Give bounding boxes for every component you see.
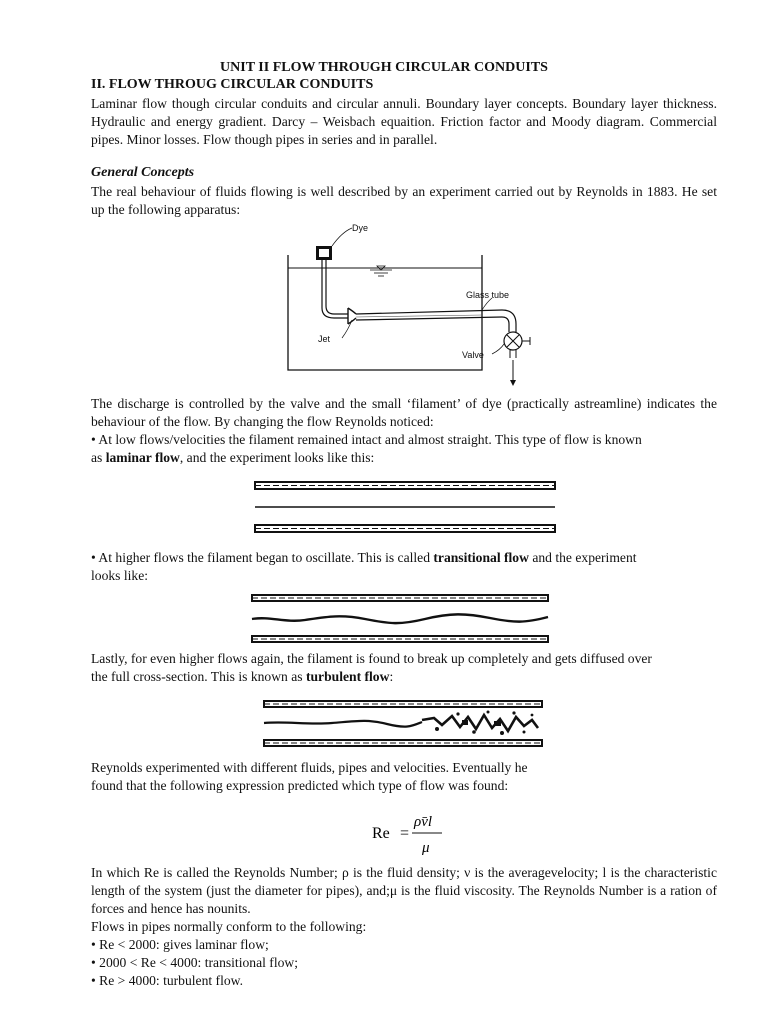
laminar-line-1: • At low flows/velocities the filament remained intact and almost straight. This type of flow is known bbox=[91, 432, 642, 447]
reynolds-apparatus-figure bbox=[282, 220, 542, 390]
transitional-line-1 bbox=[91, 549, 717, 567]
dye-label: Dye bbox=[352, 223, 369, 233]
glass-tube-label: Glass tube bbox=[466, 290, 510, 300]
formula-numerator: ρv̄l bbox=[414, 814, 433, 830]
transitional-flow-figure bbox=[250, 592, 550, 646]
general-concepts-heading: General Concepts bbox=[91, 165, 195, 180]
laminar-post: , and the experiment looks like this: bbox=[179, 450, 375, 465]
turbulent-pre: the full cross-section. This is known as bbox=[91, 669, 306, 684]
valve-label: Valve bbox=[462, 350, 484, 360]
section-heading: II. FLOW THROUG CIRCULAR CONDUITS bbox=[91, 77, 374, 92]
turbulent-line-2 bbox=[91, 668, 717, 686]
definitions-paragraph: In which Re is called the Reynolds Number; ρ is the fluid density; ν is the averagevelocity; l is the characteristic length of the system (just the diameter for pipes), and;μ is the fluid viscosity. The Reynolds Number is a ration of forces and hence has nounits. bbox=[91, 865, 717, 916]
experiment-line-1: Reynolds experimented with different fluids, pipes and velocities. Eventually he bbox=[91, 760, 528, 775]
formula-equals: = bbox=[400, 825, 410, 842]
jet-label: Jet bbox=[318, 334, 331, 344]
discharge-paragraph: The discharge is controlled by the valve and the small ‘filament’ of dye (practically astreamline) indicates the behaviour of the flow. By changing the flow Reynolds noticed: bbox=[91, 396, 717, 429]
transitional-post: and the experiment bbox=[528, 550, 637, 565]
transitional-flow-term: transitional flow bbox=[433, 550, 529, 565]
formula-lhs: Re bbox=[372, 825, 390, 842]
conform-line: Flows in pipes normally conform to the following: bbox=[91, 919, 367, 934]
transitional-line-2: looks like: bbox=[91, 568, 149, 583]
intro-paragraph: Laminar flow though circular conduits and circular annuli. Boundary layer concepts. Boundary layer thickness. Hydraulic and energy gradient. Darcy – Weisbach equaition. Friction factor and Moody diagram. Commercial pipes. Minor losses. Flow though pipes in series and in parallel. bbox=[91, 96, 717, 147]
laminar-flow-term: laminar flow bbox=[105, 450, 180, 465]
general-concepts-paragraph: The real behaviour of fluids flowing is well described by an experiment carried out by Reynolds in 1883. He set up the following apparatus: bbox=[91, 184, 717, 217]
transitional-pre: • At higher flows the filament began to oscillate. This is called bbox=[91, 550, 434, 565]
laminar-line-2 bbox=[91, 449, 717, 467]
turbulent-post: : bbox=[389, 669, 394, 684]
condition-transitional: • 2000 < Re < 4000: transitional flow; bbox=[91, 955, 298, 970]
formula-denominator: μ bbox=[422, 840, 430, 856]
turbulent-line-1: Lastly, for even higher flows again, the filament is found to break up completely and gets diffused over bbox=[91, 651, 652, 666]
laminar-flow-figure bbox=[253, 478, 557, 538]
reynolds-number-formula bbox=[370, 808, 450, 858]
condition-laminar: • Re < 2000: gives laminar flow; bbox=[91, 937, 269, 952]
turbulent-flow-term: turbulent flow bbox=[305, 669, 390, 684]
condition-turbulent: • Re > 4000: turbulent flow. bbox=[91, 973, 243, 988]
page-title: UNIT II FLOW THROUGH CIRCULAR CONDUITS bbox=[220, 60, 548, 75]
experiment-line-2: found that the following expression predicted which type of flow was found: bbox=[91, 778, 509, 793]
turbulent-flow-figure bbox=[262, 698, 544, 750]
laminar-pre: as bbox=[91, 450, 106, 465]
